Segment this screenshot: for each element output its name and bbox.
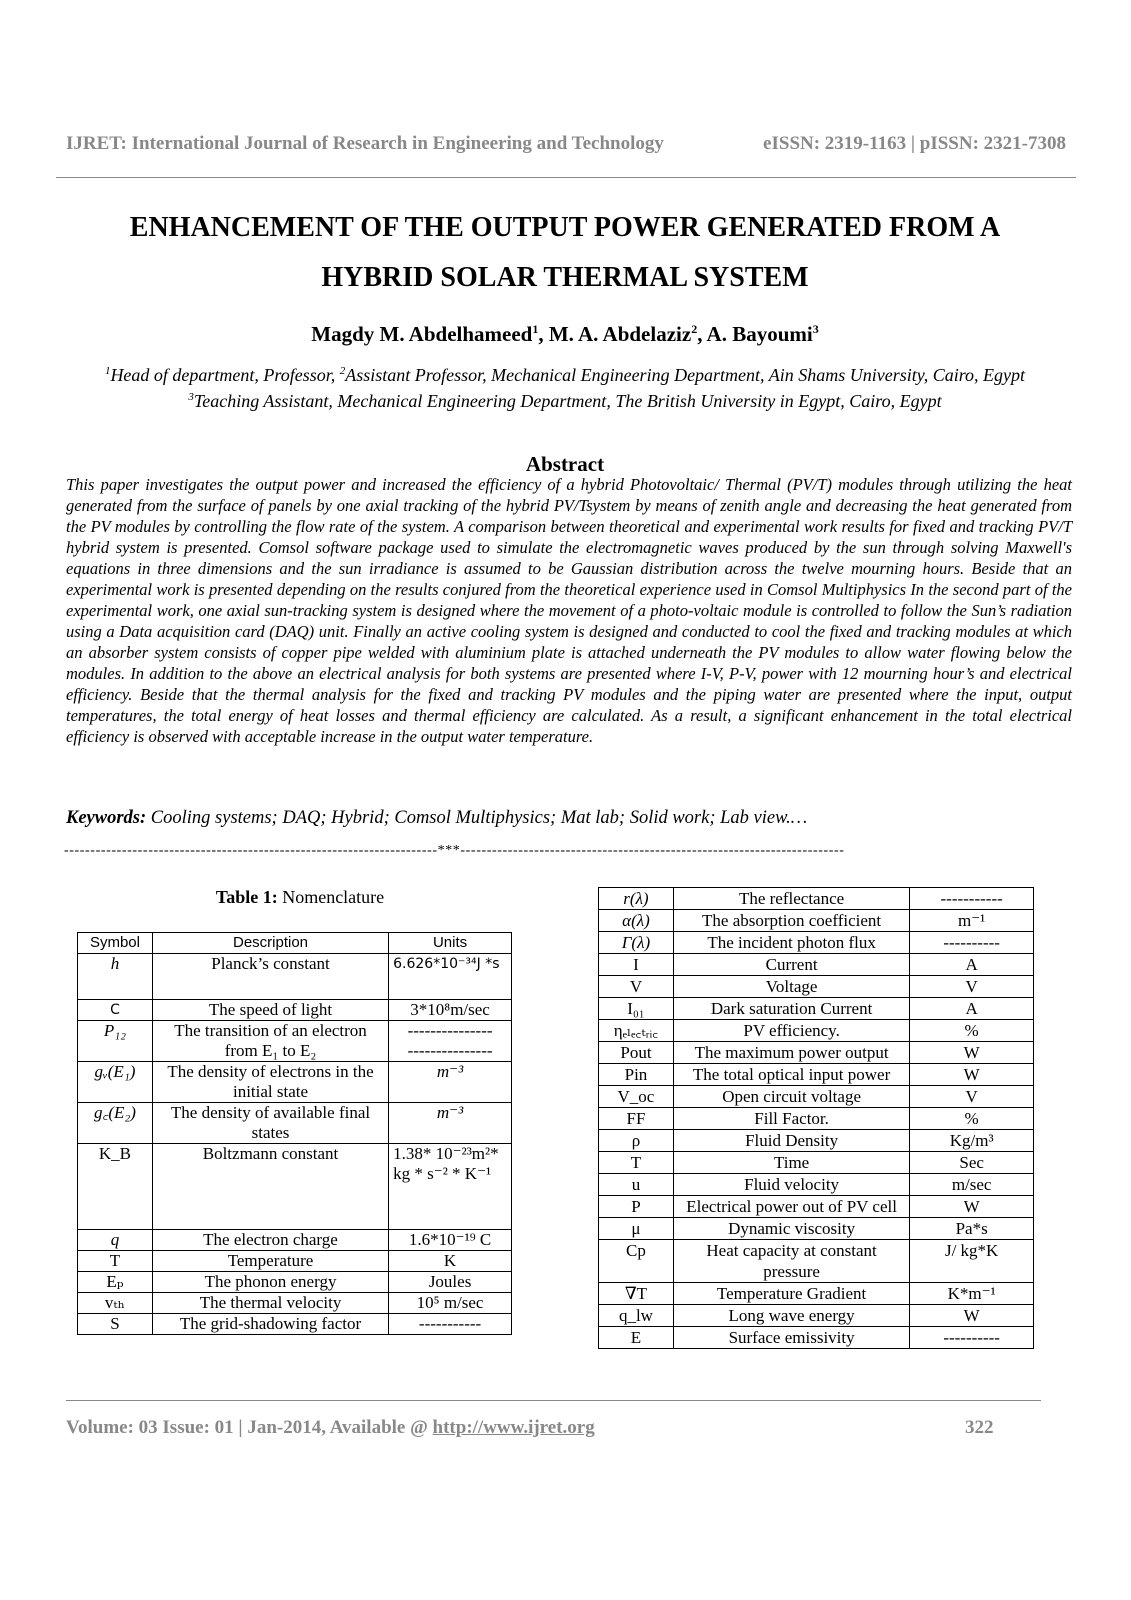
description-cell: The speed of light [152, 1000, 388, 1021]
section-separator: -----------------------------------------------------------------------***------------------------------------------------------------------------- [64, 843, 845, 858]
symbol-cell: r(λ) [599, 888, 674, 910]
header-divider [56, 177, 1076, 178]
description-cell: The total optical input power [673, 1064, 909, 1086]
symbol-cell: ηₑₗₑ꜀ₜᵣᵢ꜀ [599, 1020, 674, 1042]
units-cell: W [910, 1042, 1034, 1064]
table-row [599, 932, 1034, 954]
table-row [599, 1305, 1034, 1327]
symbol-cell: E [599, 1327, 674, 1349]
table-row [599, 1130, 1034, 1152]
description-cell: PV efficiency. [673, 1020, 909, 1042]
journal-link[interactable]: http://www.ijret.org [432, 1417, 595, 1438]
table-row [599, 1218, 1034, 1240]
symbol-cell: Γ(λ) [599, 932, 674, 954]
units-line: --------------- [407, 1021, 493, 1040]
units-cell: W [910, 1064, 1034, 1086]
symbol-cell: C [78, 1000, 153, 1021]
affiliation-1: Head of department, Professor, [110, 365, 340, 385]
symbol-cell: Eₚ [78, 1272, 153, 1293]
description-cell: Time [673, 1152, 909, 1174]
symbol-cell: Pout [599, 1042, 674, 1064]
symbol-cell: ∇T [599, 1283, 674, 1305]
units-cell: V [910, 1086, 1034, 1108]
table-row [599, 910, 1034, 932]
column-header-symbol: Symbol [78, 933, 153, 954]
units-cell: 1.38* 10⁻²³m²* kg * s⁻² * K⁻¹ [389, 1144, 512, 1230]
table-row [599, 888, 1034, 910]
table-row [599, 1174, 1034, 1196]
units-cell: ---------- [910, 932, 1034, 954]
description-cell: The thermal velocity [152, 1293, 388, 1314]
table-row [599, 1108, 1034, 1130]
description-cell [152, 1021, 388, 1062]
journal-name: IJRET: International Journal of Research in Engineering and Technology [66, 133, 664, 154]
table-row [78, 1272, 512, 1293]
units-cell: m/sec [910, 1174, 1034, 1196]
symbol-cell: T [78, 1251, 153, 1272]
description-cell: Fluid velocity [673, 1174, 909, 1196]
units-cell: m⁻³ [389, 1103, 512, 1144]
symbol-cell: P [599, 1196, 674, 1218]
footer-volume-info [66, 1417, 595, 1439]
description-cell: The density of available final states [152, 1103, 388, 1144]
table-row [599, 1020, 1034, 1042]
description-cell: Boltzmann constant [152, 1144, 388, 1230]
units-cell: K [389, 1251, 512, 1272]
title-line-2: HYBRID SOLAR THERMAL SYSTEM [321, 262, 809, 293]
affiliation-3: Teaching Assistant, Mechanical Engineering Department, The British University in Egypt, Cairo, Egypt [193, 391, 942, 411]
table-row [599, 1152, 1034, 1174]
column-header-units: Units [389, 933, 512, 954]
description-cell: Surface emissivity [673, 1327, 909, 1349]
units-line: --------------- [407, 1041, 493, 1060]
table1-caption-label: Table 1: [215, 887, 278, 907]
table-row [599, 1042, 1034, 1064]
table-row [78, 1000, 512, 1021]
table-row [599, 954, 1034, 976]
symbol-cell: ρ [599, 1130, 674, 1152]
symbol-cell: u [599, 1174, 674, 1196]
table-row [599, 998, 1034, 1020]
description-cell: Temperature Gradient [673, 1283, 909, 1305]
table1-caption [150, 887, 450, 908]
description-cell: Heat capacity at constant pressure [673, 1240, 909, 1283]
page-number: 322 [965, 1417, 994, 1438]
units-cell: W [910, 1196, 1034, 1218]
symbol-cell: S [78, 1314, 153, 1335]
table-row [599, 1196, 1034, 1218]
table-row [78, 1251, 512, 1272]
description-cell: Electrical power out of PV cell [673, 1196, 909, 1218]
description-cell: The incident photon flux [673, 932, 909, 954]
symbol-cell: Cp [599, 1240, 674, 1283]
description-cell: Fluid Density [673, 1130, 909, 1152]
description-cell: The phonon energy [152, 1272, 388, 1293]
description-cell: Fill Factor. [673, 1108, 909, 1130]
description-cell: Dark saturation Current [673, 998, 909, 1020]
units-cell: Pa*s [910, 1218, 1034, 1240]
nomenclature-table-1 [77, 932, 512, 1335]
keywords [66, 808, 1072, 829]
table-row [599, 1327, 1034, 1349]
units-cell: m⁻³ [389, 1062, 512, 1103]
description-cell: The density of electrons in the initial state [152, 1062, 388, 1103]
symbol-cell: V_oc [599, 1086, 674, 1108]
units-cell: % [910, 1108, 1034, 1130]
symbol-cell: μ [599, 1218, 674, 1240]
table-row [78, 1021, 512, 1062]
symbol-cell: q [78, 1230, 153, 1251]
author-3: A. Bayoumi [706, 322, 813, 346]
units-cell: % [910, 1020, 1034, 1042]
description-cell: Long wave energy [673, 1305, 909, 1327]
description-cell: Planck’s constant [152, 954, 388, 1000]
table-header-row [78, 933, 512, 954]
units-cell: Kg/m³ [910, 1130, 1034, 1152]
author-1: Magdy M. Abdelhameed [311, 322, 533, 346]
units-cell: ---------- [910, 1327, 1034, 1349]
description-cell: The electron charge [152, 1230, 388, 1251]
units-cell: W [910, 1305, 1034, 1327]
table-row [599, 1283, 1034, 1305]
units-cell: Joules [389, 1272, 512, 1293]
units-cell: 1.6*10⁻¹⁹ C [389, 1230, 512, 1251]
symbol-cell: h [78, 954, 153, 1000]
table-row [599, 1240, 1034, 1283]
keywords-label: Keywords: [66, 808, 147, 828]
description-cell: The grid-shadowing factor [152, 1314, 388, 1335]
symbol-cell: V [599, 976, 674, 998]
table1-caption-title: Nomenclature [277, 887, 385, 907]
symbol-cell: Pin [599, 1064, 674, 1086]
title-line-1: ENHANCEMENT OF THE OUTPUT POWER GENERATED FROM A [129, 212, 1001, 243]
symbol-cell: g꜀(E₂) [78, 1103, 153, 1144]
table-row [599, 1086, 1034, 1108]
symbol-cell: P₁₂ [78, 1021, 153, 1062]
units-cell: 10⁵ m/sec [389, 1293, 512, 1314]
symbol-cell: q_lw [599, 1305, 674, 1327]
symbol-cell: gᵥ(E₁) [78, 1062, 153, 1103]
author-2: M. A. Abdelaziz [548, 322, 692, 346]
units-cell [389, 1021, 512, 1062]
units-cell: A [910, 998, 1034, 1020]
symbol-cell: K_B [78, 1144, 153, 1230]
units-cell: K*m⁻¹ [910, 1283, 1034, 1305]
table-row [78, 1144, 512, 1230]
description-cell: Dynamic viscosity [673, 1218, 909, 1240]
nomenclature-table-2 [598, 887, 1034, 1349]
author-list: Magdy M. Abdelhameed$^1$, M. A. Abdelaziz$^2$, A. Bayoumi$^3$ [311, 322, 819, 346]
description-cell: The reflectance [673, 888, 909, 910]
paper-title [60, 203, 1070, 303]
column-header-description: Description [152, 933, 388, 954]
abstract-heading: Abstract [525, 452, 605, 476]
units-cell: A [910, 954, 1034, 976]
issn: eISSN: 2319-1163 | pISSN: 2321-7308 [763, 133, 1066, 154]
units-cell: ----------- [910, 888, 1034, 910]
table-row [599, 1064, 1034, 1086]
table-row [78, 1293, 512, 1314]
description-cell: Open circuit voltage [673, 1086, 909, 1108]
table-row [78, 1103, 512, 1144]
table-row [78, 1062, 512, 1103]
symbol-cell: I [599, 954, 674, 976]
description-cell: The maximum power output [673, 1042, 909, 1064]
footer-citation: Volume: 03 Issue: 01 | Jan-2014, Available @ [66, 1417, 433, 1438]
symbol-cell: α(λ) [599, 910, 674, 932]
symbol-cell: T [599, 1152, 674, 1174]
units-cell: m⁻¹ [910, 910, 1034, 932]
table-row [78, 1314, 512, 1335]
symbol-cell: vₜₕ [78, 1293, 153, 1314]
units-cell: Sec [910, 1152, 1034, 1174]
units-cell: J/ kg*K [910, 1240, 1034, 1283]
running-header [66, 133, 1066, 155]
symbol-cell: FF [599, 1108, 674, 1130]
description-cell: The absorption coefficient [673, 910, 909, 932]
units-cell: 6.626*10⁻³⁴J *s [389, 954, 512, 1000]
description-cell: Temperature [152, 1251, 388, 1272]
description-line: from E₁ to E₂ [224, 1041, 317, 1060]
description-line: The transition of an electron [174, 1021, 367, 1040]
table-row [599, 976, 1034, 998]
table-row [78, 1230, 512, 1251]
keywords-text: Cooling systems; DAQ; Hybrid; Comsol Multiphysics; Mat lab; Solid work; Lab view.… [146, 808, 808, 828]
units-cell: ----------- [389, 1314, 512, 1335]
affiliation-2: Assistant Professor, Mechanical Engineering Department, Ain Shams University, Cairo, Egypt [345, 365, 1026, 385]
abstract-text: This paper investigates the output power and increased the efficiency of a hybrid Photovoltaic/ Thermal (PV/T) modules through utilizing the heat generated from the surface of panels by one axial tracking of the hybrid PV/Tsystem by means of zenith angle and decreasing the heat generated from the PV modules by controlling the flow rate of the system. A comparison between theoretical and experimental work results for fixed and tracking PV/T hybrid system is presented. Comsol software package used to simulate the electromagnetic waves produced by the sun through solving Maxwell's equations in three dimensions and the sun irradiance is assumed to be Gaussian distribution across the twelve mourning hours. Beside that an experimental work is presented depending on the results conjured from the theoretical experience used in Comsol Multiphysics In the second part of the experimental work, one axial sun-tracking system is designed where the movement of a photo-voltaic module is controlled to follow the Sun’s radiation using a Data acquisition card (DAQ) unit. Finally an active cooling system is designed and conducted to cool the fixed and tracking modules at which an absorber system consists of copper pipe welded with aluminium plate is attached underneath the PV modules to allow water flowing below the modules. In addition to the above an electrical analysis for both systems are presented where I-V, P-V, power with 12 mourning hour’s and electrical efficiency. Beside that the thermal analysis for the fixed and tracking PV modules and the piping water are presented where the input, output temperatures, the total energy of heat losses and thermal efficiency are calculated. As a result, a significant enhancement in the total electrical efficiency is observed with acceptable increase in the output water temperature. [66, 475, 1072, 746]
affiliations: $^1$Head of department, Professor, $^2$Assistant Professor, Mechanical Engineering Department, Ain Shams University, Cairo, Egypt $^3$Teaching Assistant, Mechanical Engineering Department, The British University in Egypt, Cairo, Egypt [104, 365, 1026, 411]
description-cell: Voltage [673, 976, 909, 998]
units-cell: 3*10⁸m/sec [389, 1000, 512, 1021]
symbol-cell: I₀₁ [599, 998, 674, 1020]
table-row [78, 954, 512, 1000]
footer-divider [66, 1400, 1041, 1401]
units-cell: V [910, 976, 1034, 998]
description-cell: Current [673, 954, 909, 976]
